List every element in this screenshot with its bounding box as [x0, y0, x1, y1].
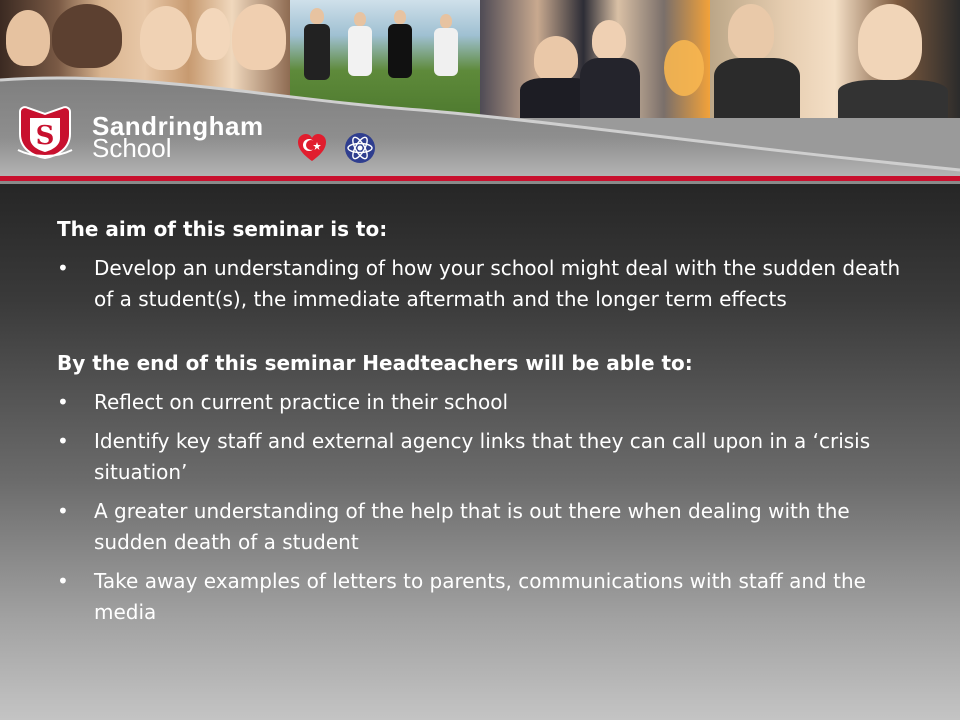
- list-item-text: Reflect on current practice in their school: [94, 390, 509, 414]
- svg-text:S: S: [35, 121, 55, 151]
- aim-heading: The aim of this seminar is to:: [57, 217, 388, 241]
- turkey-flag-heart-icon: [296, 132, 328, 164]
- bullet-icon: •: [57, 256, 69, 280]
- outcomes-list: [57, 387, 917, 628]
- list-item: [57, 387, 917, 418]
- bullet-icon: •: [57, 429, 69, 453]
- list-item-text: Develop an understanding of how your school might deal with the sudden death of a student(s), the immediate aftermath and the longer term effects: [94, 256, 901, 311]
- slide-content: [57, 214, 917, 636]
- school-name-sub: School: [92, 133, 172, 163]
- aim-list: [57, 253, 917, 315]
- list-item-text: Take away examples of letters to parents, communications with staff and the media: [94, 569, 866, 624]
- header-banner: [0, 0, 960, 178]
- bullet-icon: •: [57, 390, 69, 414]
- outcomes-heading: By the end of this seminar Headteachers will be able to:: [57, 351, 693, 375]
- atom-badge-icon: [344, 132, 376, 164]
- list-item-text: Identify key staff and external agency links that they can call upon in a ‘crisis situation’: [94, 429, 871, 484]
- list-item: [57, 426, 917, 488]
- crest-icon: [14, 104, 76, 160]
- list-item: [57, 496, 917, 558]
- school-name: Sandringham: [92, 111, 264, 141]
- list-item: [57, 253, 917, 315]
- bullet-icon: •: [57, 569, 69, 593]
- list-item: [57, 566, 917, 628]
- header-gray-stripe: [0, 181, 960, 184]
- bullet-icon: •: [57, 499, 69, 523]
- list-item-text: A greater understanding of the help that is out there when dealing with the sudden death of a student: [94, 499, 850, 554]
